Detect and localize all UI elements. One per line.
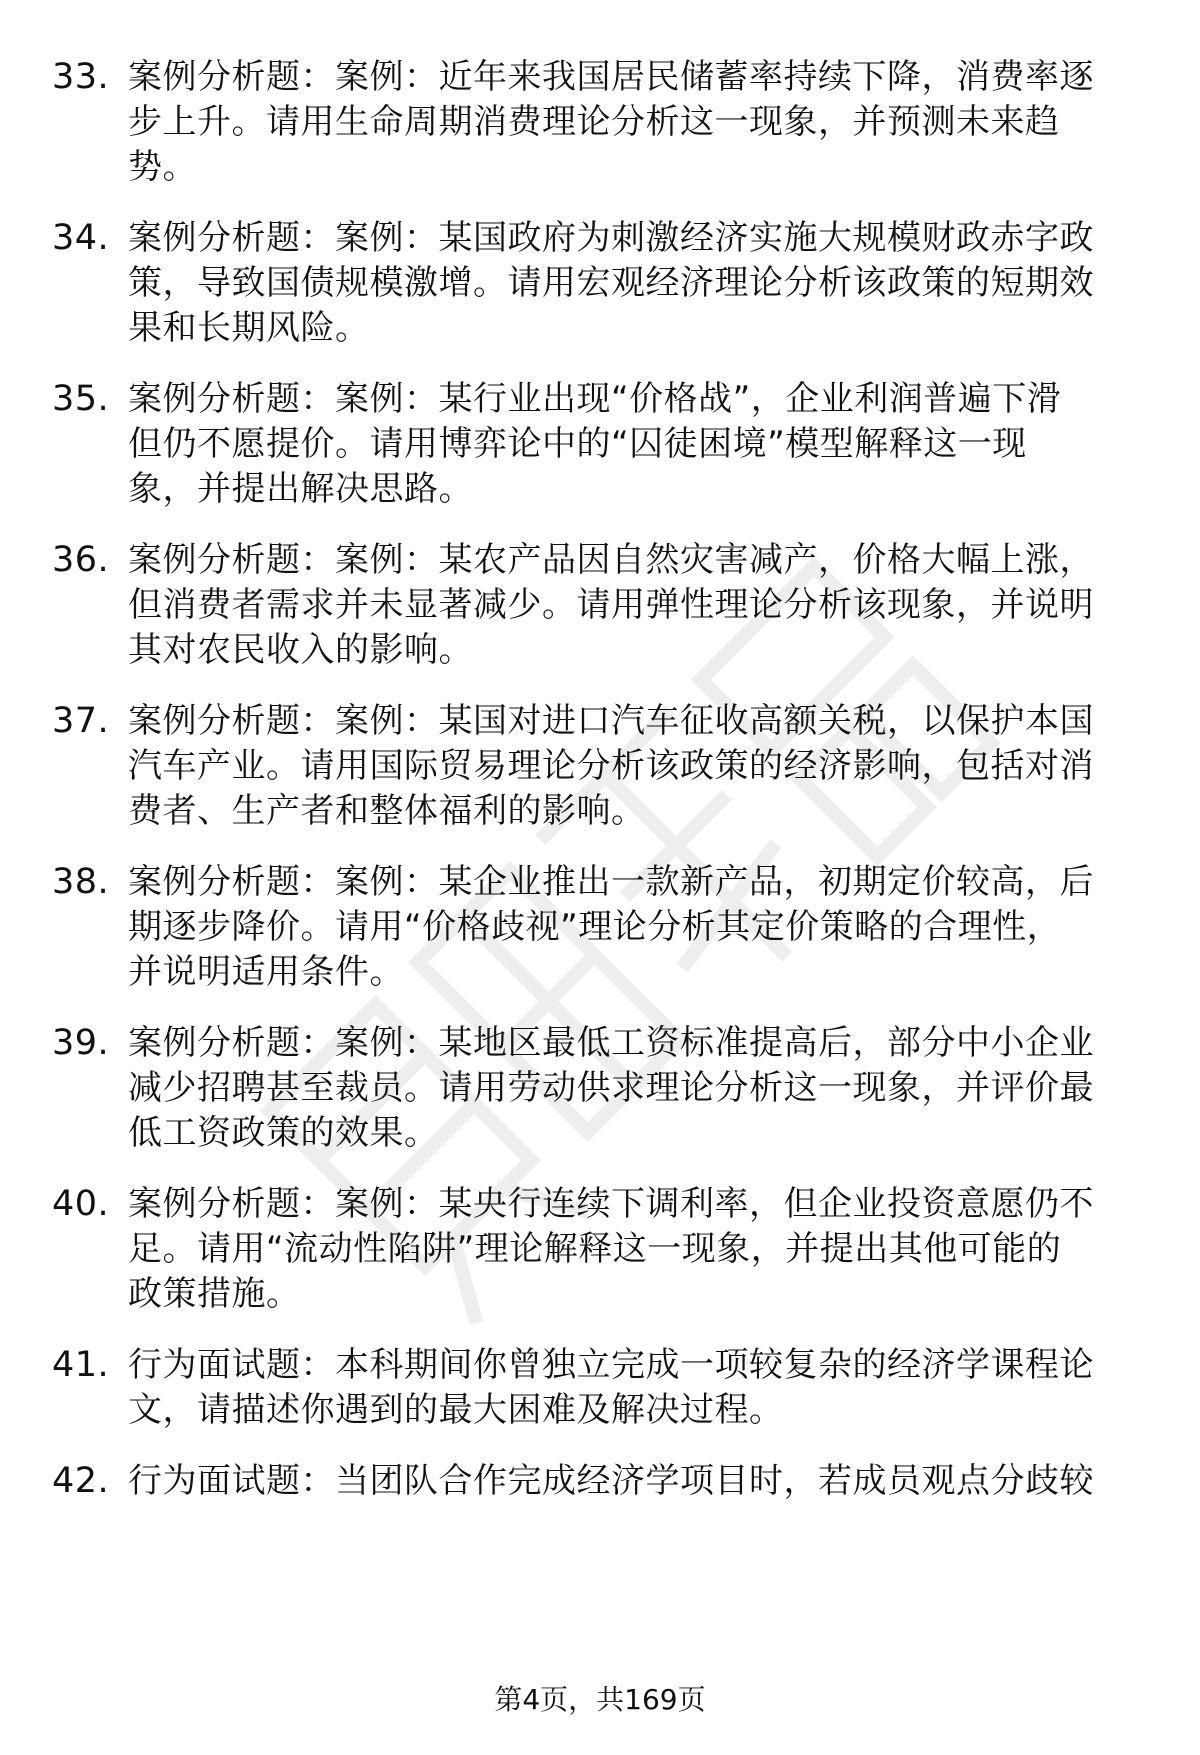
question-line: 案例分析题：案例：某国对进口汽车征收高额关税，以保护本国 bbox=[128, 701, 1094, 741]
page-footer: 第4页，共169页 bbox=[494, 1683, 706, 1716]
question-line: 案例分析题：案例：某企业推出一款新产品，初期定价较高，后 bbox=[128, 862, 1094, 902]
question-number: 35. bbox=[52, 379, 110, 419]
question-line: 减少招聘甚至裁员。请用劳动供求理论分析这一现象，并评价最 bbox=[128, 1068, 1094, 1108]
question-line: 汽车产业。请用国际贸易理论分析该政策的经济影响，包括对消 bbox=[128, 746, 1094, 786]
question-text bbox=[128, 538, 1188, 673]
question-line: 案例分析题：案例：某农产品因自然灾害减产，价格大幅上涨， bbox=[128, 540, 1094, 580]
question-line: 其对农民收入的影响。 bbox=[128, 630, 473, 670]
question-line: 政策措施。 bbox=[128, 1274, 301, 1314]
question-line: 势。 bbox=[128, 147, 197, 187]
question-line: 文，请描述你遇到的最大困难及解决过程。 bbox=[128, 1390, 784, 1430]
question-line: 行为面试题：当团队合作完成经济学项目时，若成员观点分歧较 bbox=[128, 1461, 1094, 1501]
question-line: 步上升。请用生命周期消费理论分析这一现象，并预测未来趋 bbox=[128, 102, 1060, 142]
question-line: 期逐步降价。请用“价格歧视”理论分析其定价策略的合理性， bbox=[128, 907, 1062, 947]
question-text bbox=[128, 1021, 1188, 1156]
question-text bbox=[128, 216, 1188, 351]
question-text bbox=[128, 1182, 1188, 1317]
question-line: 行为面试题：本科期间你曾独立完成一项较复杂的经济学课程论 bbox=[128, 1345, 1094, 1385]
question-number: 41. bbox=[52, 1345, 110, 1385]
question-text bbox=[128, 699, 1188, 834]
question-text bbox=[128, 1343, 1188, 1433]
question-line: 果和长期风险。 bbox=[128, 308, 370, 348]
question-text bbox=[128, 377, 1188, 512]
question-number: 40. bbox=[52, 1184, 110, 1224]
question-number: 38. bbox=[52, 862, 110, 902]
question-number: 37. bbox=[52, 701, 110, 741]
question-line: 并说明适用条件。 bbox=[128, 952, 404, 992]
question-number: 33. bbox=[52, 57, 110, 97]
question-line: 低工资政策的效果。 bbox=[128, 1113, 439, 1153]
question-line: 案例分析题：案例：某央行连续下调利率，但企业投资意愿仍不 bbox=[128, 1184, 1094, 1224]
question-line: 案例分析题：案例：某地区最低工资标准提高后，部分中小企业 bbox=[128, 1023, 1094, 1063]
question-line: 象，并提出解决思路。 bbox=[128, 469, 473, 509]
question-line: 案例分析题：案例：近年来我国居民储蓄率持续下降，消费率逐 bbox=[128, 57, 1094, 97]
question-line: 案例分析题：案例：某国政府为刺激经济实施大规模财政赤字政 bbox=[128, 218, 1094, 258]
question-text bbox=[128, 55, 1188, 190]
question-number: 34. bbox=[52, 218, 110, 258]
question-line: 案例分析题：案例：某行业出现“价格战”，企业利润普遍下滑 bbox=[128, 379, 1062, 419]
question-line: 费者、生产者和整体福利的影响。 bbox=[128, 791, 646, 831]
question-text bbox=[128, 860, 1188, 995]
question-line: 但消费者需求并未显著减少。请用弹性理论分析该现象，并说明 bbox=[128, 585, 1094, 625]
question-line: 策，导致国债规模激增。请用宏观经济理论分析该政策的短期效 bbox=[128, 263, 1094, 303]
question-number: 42. bbox=[52, 1461, 110, 1501]
question-line: 足。请用“流动性陷阱”理论解释这一现象，并提出其他可能的 bbox=[128, 1229, 1062, 1269]
question-number: 36. bbox=[52, 540, 110, 580]
question-line: 但仍不愿提价。请用博弈论中的“囚徒困境”模型解释这一现 bbox=[128, 424, 1027, 464]
question-number: 39. bbox=[52, 1023, 110, 1063]
question-text bbox=[128, 1459, 1188, 1504]
